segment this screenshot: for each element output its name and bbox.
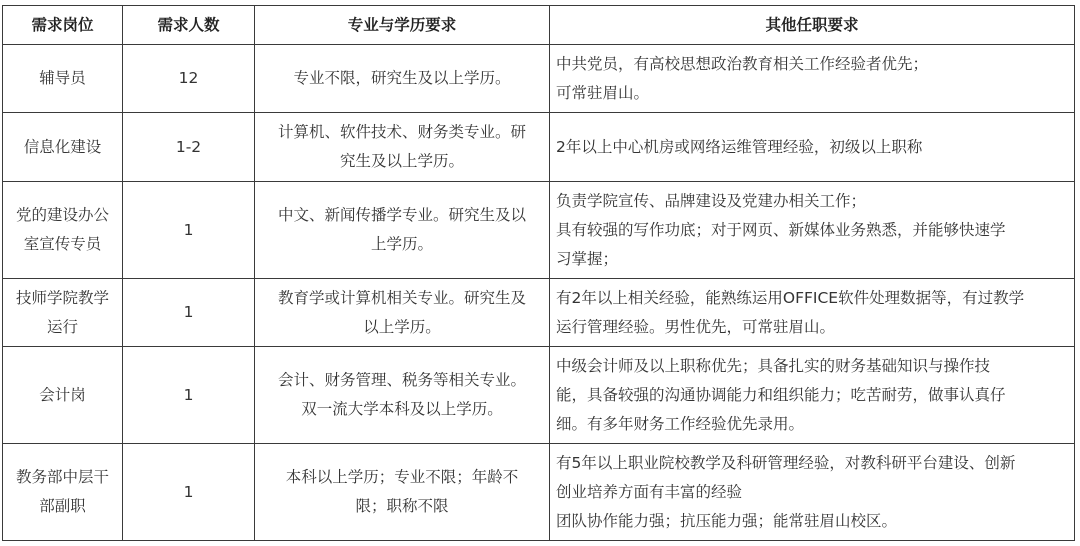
- cell-count: 1: [123, 182, 255, 279]
- education-line: 会计、财务管理、税务等相关专业。: [277, 371, 526, 389]
- position-line: 部副职: [39, 497, 86, 515]
- requirement-line: 有2年以上相关经验，能熟练运用OFFICE软件处理数据等，有过教学: [556, 288, 1025, 307]
- cell-count: 1: [123, 279, 255, 347]
- header-education: 专业与学历要求: [255, 6, 550, 45]
- cell-count: 1: [123, 444, 255, 541]
- requirement-line: 细。有多年财务工作经验优先录用。: [556, 414, 805, 433]
- education-line: 上学历。: [370, 235, 433, 253]
- requirement-line: 中共党员，有高校思想政治教育相关工作经验者优先；: [556, 54, 929, 73]
- table-row: [3, 113, 1075, 182]
- education-line: 究生及以上学历。: [339, 152, 464, 170]
- cell-other-requirements: [550, 279, 1075, 347]
- requirement-line: 可常驻眉山。: [556, 83, 650, 102]
- cell-education: [255, 113, 550, 182]
- header-count: 需求人数: [123, 6, 255, 45]
- cell-count: 1-2: [123, 113, 255, 182]
- cell-education: [255, 45, 550, 113]
- cell-education: [255, 279, 550, 347]
- education-line: 以上学历。: [363, 317, 441, 336]
- table-row: [3, 45, 1075, 113]
- requirement-line: 习掌握；: [556, 249, 619, 268]
- cell-other-requirements: [550, 347, 1075, 444]
- job-requirements-table: [2, 5, 1075, 541]
- cell-count: 12: [123, 45, 255, 113]
- cell-other-requirements: [550, 113, 1075, 182]
- cell-count: 1: [123, 347, 255, 444]
- table-row: [3, 279, 1075, 347]
- position-line: 运行: [46, 317, 78, 336]
- position-line: 室宣传专员: [23, 235, 102, 253]
- requirement-line: 有5年以上职业院校教学及科研管理经验，对教科研平台建设、创新: [556, 453, 1016, 472]
- education-line: 中文、新闻传播学专业。研究生及以: [277, 206, 526, 224]
- requirement-line: 能，具备较强的沟通协调能力和组织能力；吃苦耐劳，做事认真仔: [556, 385, 1006, 404]
- cell-position: [3, 113, 123, 182]
- table-row: [3, 182, 1075, 279]
- position-line: 教务部中层干: [15, 468, 109, 486]
- position-line: 技师学院教学: [15, 288, 109, 307]
- cell-education: [255, 182, 550, 279]
- cell-other-requirements: [550, 444, 1075, 541]
- position-line: 会计岗: [39, 385, 86, 404]
- position-line: 辅导员: [39, 69, 86, 87]
- table-row: [3, 347, 1075, 444]
- cell-education: [255, 444, 550, 541]
- position-line: 党的建设办公: [15, 206, 109, 224]
- header-other-requirements: 其他任职要求: [550, 6, 1075, 45]
- cell-position: [3, 182, 123, 279]
- requirement-line: 负责学院宣传、品牌建设及党建办相关工作；: [556, 191, 867, 210]
- position-line: 信息化建设: [23, 137, 102, 156]
- cell-position: [3, 279, 123, 347]
- cell-position: [3, 444, 123, 541]
- header-position: 需求岗位: [3, 6, 123, 45]
- table-row: [3, 444, 1075, 541]
- cell-other-requirements: [550, 45, 1075, 113]
- cell-other-requirements: [550, 182, 1075, 279]
- requirement-line: 创业培养方面有丰富的经验: [556, 482, 743, 501]
- education-line: 本科以上学历；专业不限；年龄不: [285, 468, 519, 486]
- education-line: 限；职称不限: [355, 497, 449, 515]
- cell-position: [3, 45, 123, 113]
- requirement-line: 中级会计师及以上职称优先；具备扎实的财务基础知识与操作技: [556, 356, 991, 375]
- requirement-line: 团队协作能力强；抗压能力强；能常驻眉山校区。: [556, 511, 898, 530]
- cell-position: [3, 347, 123, 444]
- education-line: 教育学或计算机相关专业。研究生及: [277, 288, 526, 307]
- requirement-line: 具有较强的写作功底；对于网页、新媒体业务熟悉，并能够快速学: [556, 220, 1006, 239]
- requirement-line: 运行管理经验。男性优先，可常驻眉山。: [556, 317, 836, 336]
- requirement-line: 2年以上中心机房或网络运维管理经验，初级以上职称: [556, 137, 923, 156]
- education-line: 计算机、软件技术、财务类专业。研: [277, 123, 526, 141]
- education-line: 专业不限，研究生及以上学历。: [293, 69, 511, 87]
- education-line: 双一流大学本科及以上学历。: [301, 400, 503, 418]
- table-header-row: [3, 6, 1075, 45]
- cell-education: [255, 347, 550, 444]
